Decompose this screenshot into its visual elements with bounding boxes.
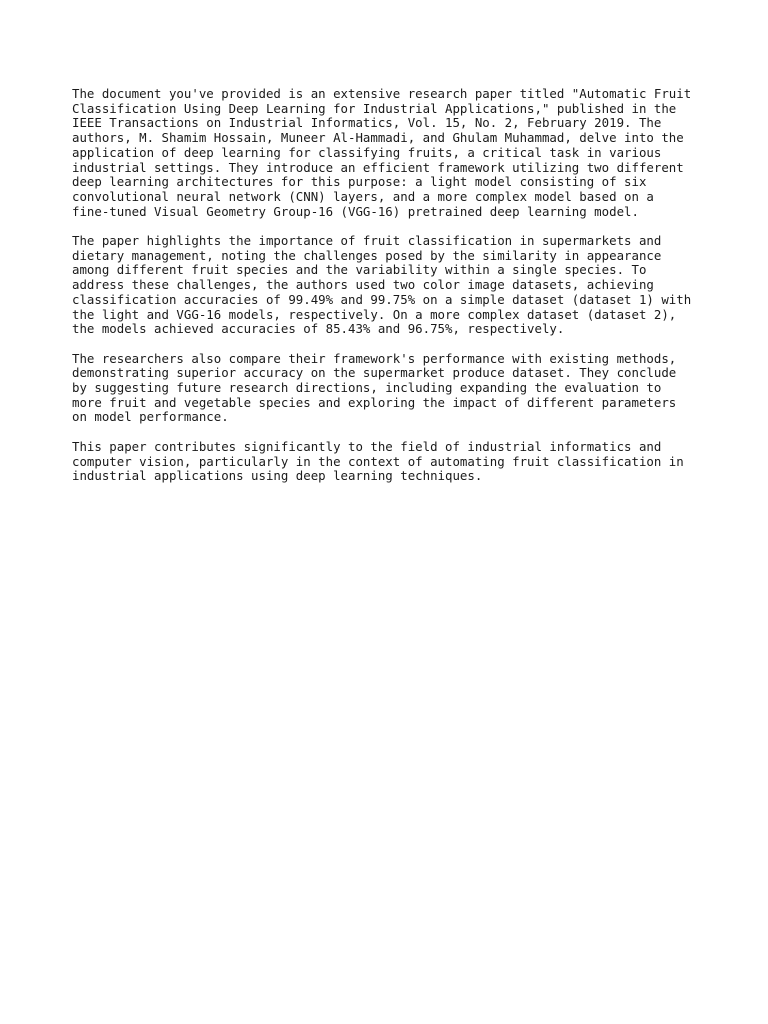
paragraph-contribution: This paper contributes significantly to the field of industrial informatics and computer vision, particularly in the context of automating fruit classification in industrial applications using deep learning techniques. xyxy=(72,438,684,484)
paragraph-comparison: The researchers also compare their framework's performance with existing methods, demonstrating superior accuracy on the supermarket produce dataset. They conclude by suggesting future research directions, including expanding the evaluation to more fruit and vegetable species and exploring the impact of different parameters on model performance. xyxy=(72,350,677,425)
paragraph-summary: The document you've provided is an extensive research paper titled "Automatic Fruit Classification Using Deep Learning for Industrial Applications," published in the IEEE Transactions on Industrial Informatics, Vol. 15, No. 2, February 2019. The authors, M. Shamim Hossain, Muneer Al-Hammadi, and Ghulam Muhammad, delve into the application of deep learning for classifying fruits, a critical task in various industrial settings. They introduce an efficient framework utilizing two different deep learning architectures for this purpose: a light model consisting of six convolutional neural network (CNN) layers, and a more complex model based on a fine-tuned Visual Geometry Group-16 (VGG-16) pretrained deep learning model. xyxy=(72,86,692,219)
paragraph-importance: The paper highlights the importance of fruit classification in supermarkets and dietary management, noting the challenges posed by the similarity in appearance among different fruit species and the variability within a single species. To address these challenges, the authors used two color image datasets, achieving classification accuracies of 99.49% and 99.75% on a simple dataset (dataset 1) with the light and VGG-16 models, respectively. On a more complex dataset (dataset 2), the models achieved accuracies of 85.43% and 96.75%, respectively. xyxy=(72,233,692,337)
document-body xyxy=(72,87,712,499)
